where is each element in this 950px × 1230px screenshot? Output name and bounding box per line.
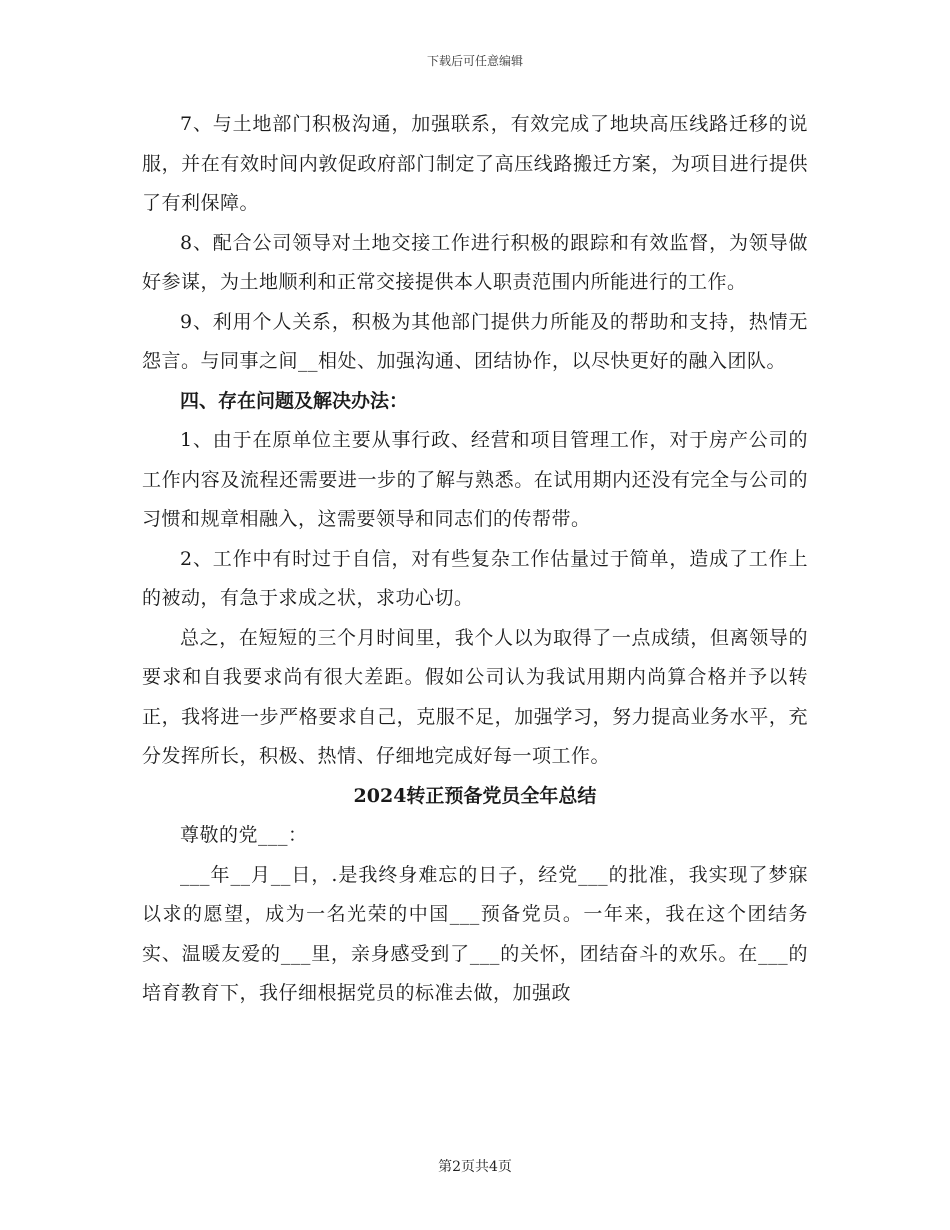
paragraph-item-7: 7、与土地部门积极沟通，加强联系，有效完成了地块高压线路迁移的说服，并在有效时间内敦促政府部门制定了高压线路搬迁方案，为项目进行提供了有利保障。 (142, 113, 808, 214)
section-heading: 四、存在问题及解决办法： (180, 389, 409, 412)
salutation: 尊敬的党___： (180, 824, 308, 846)
paragraph-item-9: 9、利用个人关系，积极为其他部门提供力所能及的帮助和支持，热情无怨言。与同事之间__相处、加强沟通、团结协作，以尽快更好的融入团队。 (142, 310, 808, 372)
page-footer: 第2页共4页 (438, 1159, 512, 1175)
document-title: 2024转正预备党员全年总结 (353, 784, 597, 807)
page-header: 下载后可任意编辑 (426, 54, 523, 68)
problem-item-1: 1、由于在原单位主要从事行政、经营和项目管理工作，对于房产公司的工作内容及流程还需要进一步的了解与熟悉。在试用期内还没有完全与公司的习惯和规章相融入，这需要领导和同志们的传帮带。 (142, 429, 808, 530)
problem-item-2: 2、工作中有时过于自信，对有些复杂工作估量过于简单，造成了工作上的被动，有急于求成之状，求功心切。 (142, 547, 808, 609)
paragraph-item-8: 8、配合公司领导对土地交接工作进行积极的跟踪和有效监督，为领导做好参谋，为土地顺利和正常交接提供本人职责范围内所能进行的工作。 (142, 231, 808, 293)
document-body (142, 105, 808, 1014)
body-paragraph: ___年__月__日，.是我终身难忘的日子，经党___的批准，我实现了梦寐以求的愿望，成为一名光荣的中国___预备党员。一年来，我在这个团结务实、温暖友爱的___里，亲身感受到了___的关怀，团结奋斗的欢乐。在___的培育教育下，我仔细根据党员的标准去做，加强政 (142, 863, 808, 1004)
conclusion-paragraph: 总之，在短短的三个月时间里，我个人以为取得了一点成绩，但离领导的要求和自我要求尚有很大差距。假如公司认为我试用期内尚算合格并予以转正，我将进一步严格要求自己，克服不足，加强学习，努力提高业务水平，充分发挥所长，积极、热情、仔细地完成好每一项工作。 (142, 626, 808, 767)
